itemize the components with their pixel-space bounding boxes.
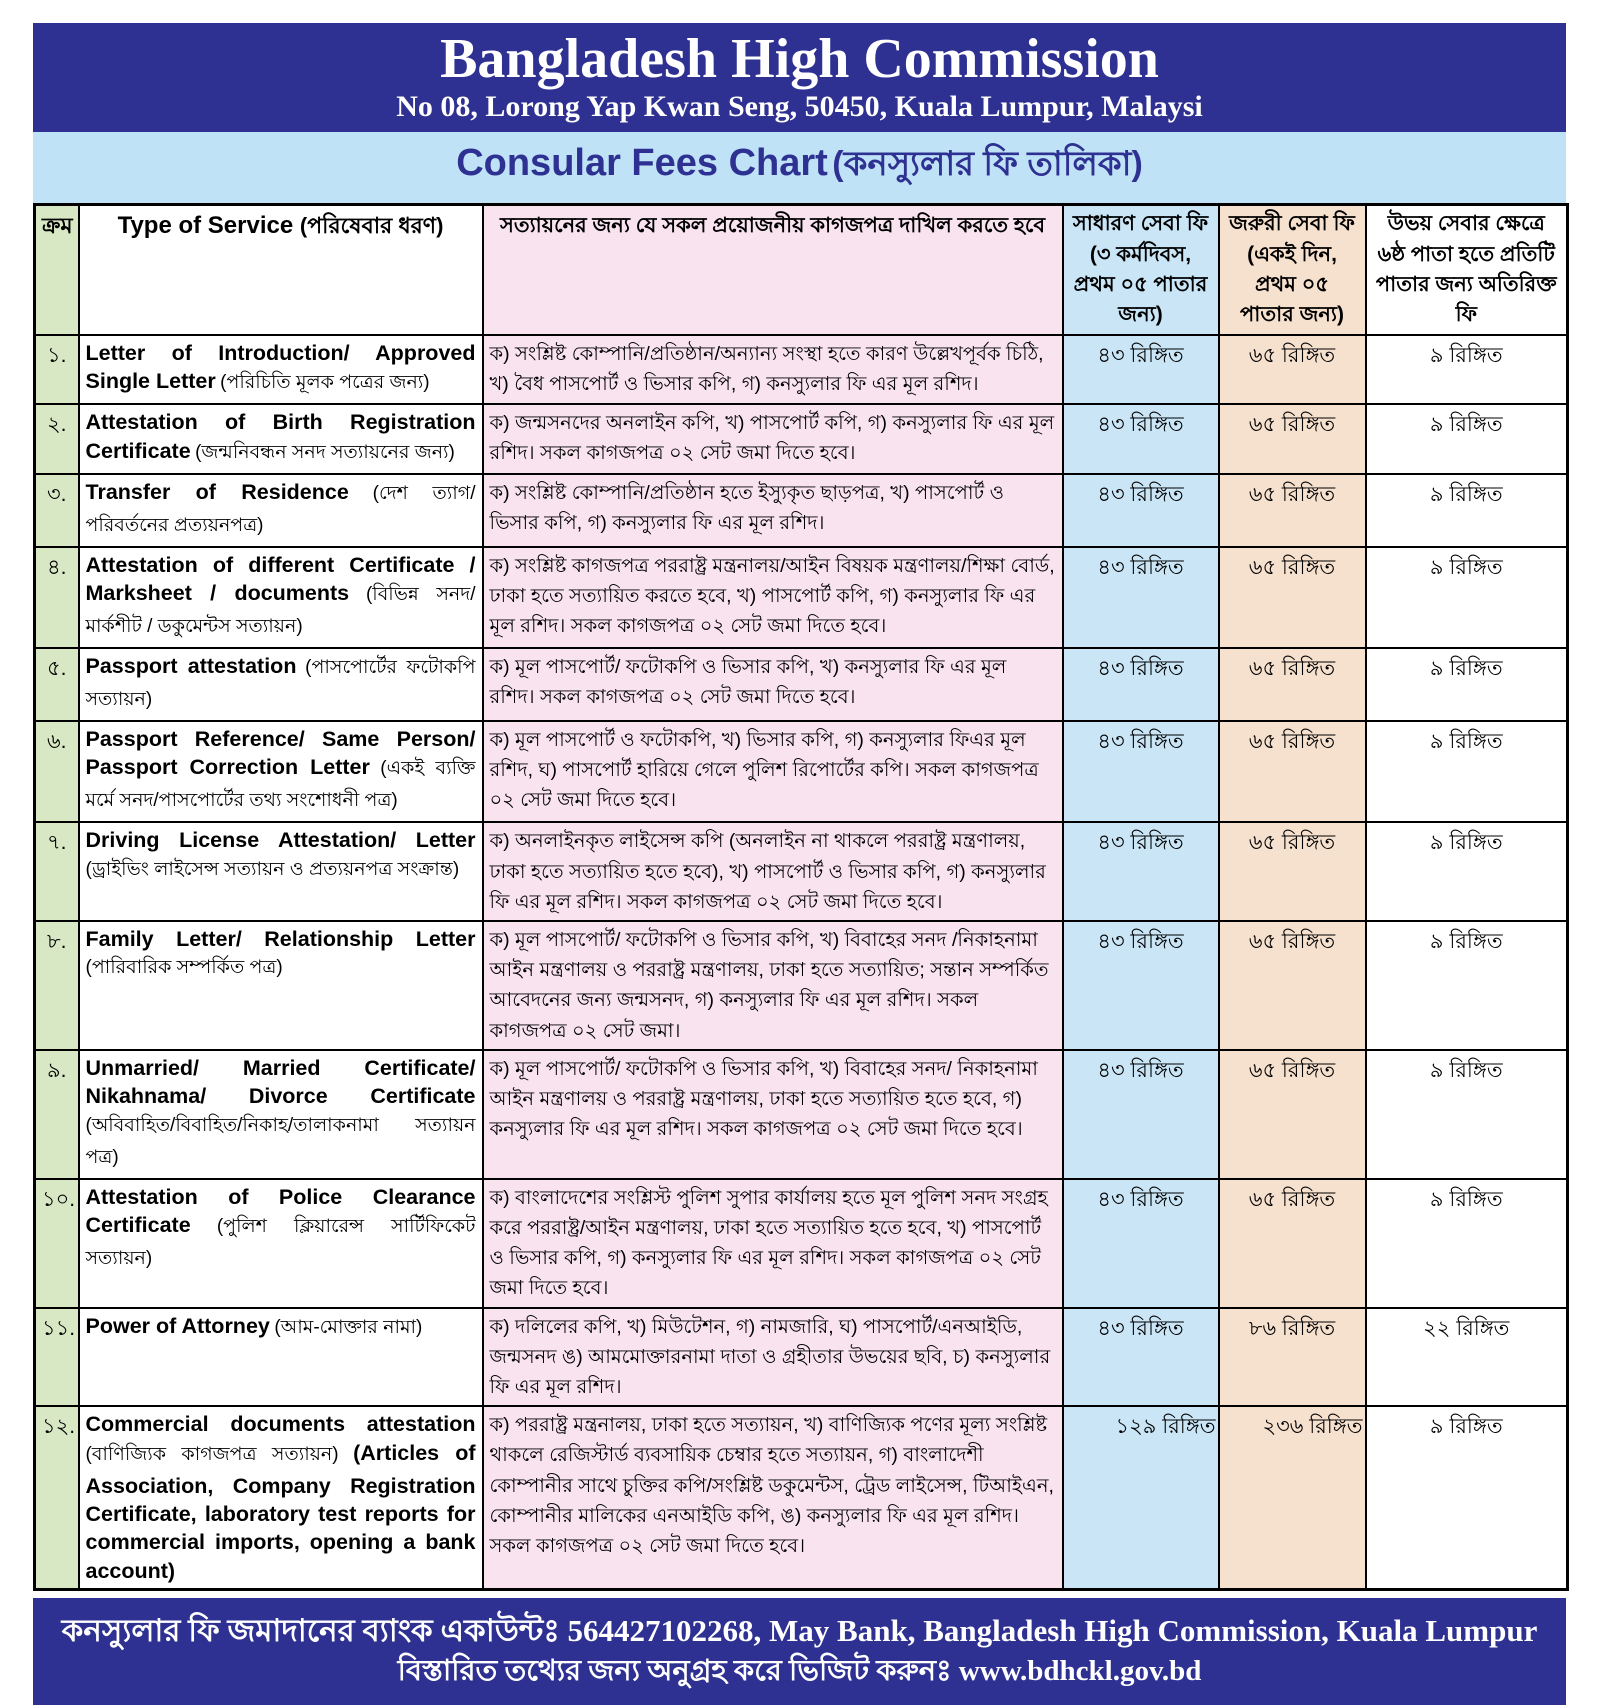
normal-fee-cell: ৪৩ রিঙ্গিত [1063, 547, 1219, 648]
col-header-normal-fee: সাধারণ সেবা ফি (৩ কর্মদিবস, প্রথম ০৫ পাতার জন্য) [1063, 205, 1219, 335]
documents-cell: ক) সংশ্লিষ্ট কোম্পানি/প্রতিষ্ঠান হতে ইস্যুকৃত ছাড়পত্র, খ) পাসপোর্ট ও ভিসার কপি, গ) কনস্যুলার ফি এর মূল রশিদ। [483, 474, 1063, 547]
extra-fee-cell: ৯ রিঙ্গিত [1366, 474, 1568, 547]
extra-fee-cell: ৯ রিঙ্গিত [1366, 921, 1568, 1050]
bank-account-line: কনস্যুলার ফি জমাদানের ব্যাংক একাউন্টঃ 564427102268, May Bank, Bangladesh High Commission, Kuala Lumpur [61, 1613, 1538, 1649]
service-cell [79, 404, 483, 473]
documents-cell: ক) সংশ্লিষ্ট কোম্পানি/প্রতিষ্ঠান/অন্যান্য সংস্থা হতে কারণ উল্লেখপূর্বক চিঠি, খ) বৈধ পাসপোর্ট ও ভিসার কপি, গ) কনস্যুলার ফি এর মূল রশিদ। [483, 335, 1063, 404]
table-row [35, 1179, 1568, 1308]
urgent-fee-cell: ৬৫ রিঙ্গিত [1219, 822, 1366, 921]
extra-fee-cell: ৯ রিঙ্গিত [1366, 721, 1568, 822]
normal-fee-cell: ১২৯ রিঙ্গিত [1063, 1406, 1219, 1589]
serial-cell: ১১. [35, 1308, 79, 1407]
table-row [35, 921, 1568, 1050]
service-cell [79, 1179, 483, 1308]
footer-gap [0, 1591, 1600, 1598]
service-name-en: Commercial documents attestation [85, 1412, 476, 1437]
service-cell [79, 547, 483, 648]
serial-cell: ১২. [35, 1406, 79, 1589]
normal-fee-cell: ৪৩ রিঙ্গিত [1063, 404, 1219, 473]
table-row [35, 474, 1568, 547]
commission-title: Bangladesh High Commission [440, 28, 1159, 90]
extra-fee-cell: ৯ রিঙ্গিত [1366, 1050, 1568, 1179]
service-name-en: Attestation of different Certificate / Marksheet / documents [85, 552, 476, 605]
extra-fee-cell: ৯ রিঙ্গিত [1366, 1179, 1568, 1308]
service-name-en: Passport Reference/ Same Person/ Passport Correction Letter [85, 726, 476, 780]
service-cell [79, 921, 483, 1050]
service-name-en: Transfer of Residence [85, 479, 349, 504]
urgent-fee-cell: ৬৫ রিঙ্গিত [1219, 721, 1366, 822]
serial-cell: ৭. [35, 822, 79, 921]
service-name-bn: (পুলিশ ক্লিয়ারেন্স সার্টিফিকেট সত্যায়ন) [85, 1216, 476, 1269]
service-cell [79, 335, 483, 404]
service-name-en: Unmarried/ Married Certificate/ Nikahnama/ Divorce Certificate [85, 1055, 476, 1109]
commission-address: No 08, Lorong Yap Kwan Seng, 50450, Kuala Lumpur, Malaysi [396, 89, 1203, 123]
chart-title-english: Consular Fees Chart [456, 142, 828, 185]
service-name-bn: (অবিবাহিত/বিবাহিত/নিকাহ/তালাকনামা সত্যায়ন পত্র) [85, 1114, 476, 1168]
serial-cell: ৯. [35, 1050, 79, 1179]
col-header-service [79, 205, 483, 335]
urgent-fee-cell: ৬৫ রিঙ্গিত [1219, 474, 1366, 547]
service-name-bn: (জন্মনিবন্ধন সনদ সত্যায়নের জন্য) [195, 441, 455, 463]
documents-cell: ক) অনলাইনকৃত লাইসেন্স কপি (অনলাইন না থাকলে পররাষ্ট্র মন্ত্রণালয়, ঢাকা হতে সত্যায়িত হতে হবে), খ) পাসপোর্ট ও ভিসার কপি, গ) কনস্যুলার ফি এর মূল রশিদ। সকল কাগজপত্র ০২ সেট জমা দিতে হবে। [483, 822, 1063, 921]
urgent-fee-cell: ২৩৬ রিঙ্গিত [1219, 1406, 1366, 1589]
normal-fee-cell: ৪৩ রিঙ্গিত [1063, 822, 1219, 921]
extra-fee-cell: ৯ রিঙ্গিত [1366, 648, 1568, 721]
service-cell [79, 1308, 483, 1407]
col-header-serial: ক্রম [35, 205, 79, 335]
service-name-bn: (বিভিন্ন সনদ/মার্কশীট / ডকুমেন্টস সত্যায়ন) [85, 583, 476, 637]
service-name-extra: (Articles of Association, Company Registration Certificate, laboratory test reports for commercial imports, opening a bank account) [85, 1440, 476, 1583]
table-row [35, 721, 1568, 822]
documents-cell: ক) দলিলের কপি, খ) মিউটেশন, গ) নামজারি, ঘ) পাসপোর্ট/এনআইডি, জন্মসনদ ঙ) আমমোক্তারনামা দাতা ও গ্রহীতার উভয়ের ছবি, চ) কনস্যুলার ফি এর মূল রশিদ। [483, 1308, 1063, 1407]
table-header-row [35, 205, 1568, 335]
normal-fee-cell: ৪৩ রিঙ্গিত [1063, 721, 1219, 822]
serial-cell: ৫. [35, 648, 79, 721]
extra-fee-cell: ৯ রিঙ্গিত [1366, 547, 1568, 648]
table-row [35, 1308, 1568, 1407]
normal-fee-cell: ৪৩ রিঙ্গিত [1063, 648, 1219, 721]
chart-title-bar [33, 132, 1566, 203]
documents-cell: ক) মূল পাসপোর্ট ও ফটোকপি, খ) ভিসার কপি, গ) কনস্যুলার ফিএর মূল রশিদ, ঘ) পাসপোর্ট হারিয়ে গেলে পুলিশ রিপোর্টের কপি। সকল কাগজপত্র ০২ সেট জমা দিতে হবে। [483, 721, 1063, 822]
chart-title-bengali: (কনস্যুলার ফি তালিকা) [832, 145, 1143, 184]
extra-fee-cell: ৯ রিঙ্গিত [1366, 1406, 1568, 1589]
extra-fee-cell: ৯ রিঙ্গিত [1366, 335, 1568, 404]
service-cell [79, 822, 483, 921]
table-row [35, 1050, 1568, 1179]
extra-fee-cell: ২২ রিঙ্গিত [1366, 1308, 1568, 1407]
normal-fee-cell: ৪৩ রিঙ্গিত [1063, 474, 1219, 547]
page-header [33, 23, 1566, 132]
documents-cell: ক) মূল পাসপোর্ট/ ফটোকপি ও ভিসার কপি, খ) কনস্যুলার ফি এর মূল রশিদ। সকল কাগজপত্র ০২ সেট জমা দিতে হবে। [483, 648, 1063, 721]
service-cell [79, 1050, 483, 1179]
normal-fee-cell: ৪৩ রিঙ্গিত [1063, 921, 1219, 1050]
service-name-en: Attestation of Birth Registration Certificate [85, 410, 476, 463]
urgent-fee-cell: ৬৫ রিঙ্গিত [1219, 547, 1366, 648]
service-name-bn: (একই ব্যক্তি মর্মে সনদ/পাসপোর্টের তথ্য সংশোধনী পত্র) [85, 758, 476, 812]
urgent-fee-cell: ৬৫ রিঙ্গিত [1219, 404, 1366, 473]
normal-fee-cell: ৪৩ রিঙ্গিত [1063, 335, 1219, 404]
service-name-en: Letter of Introduction/ Approved Single Letter [85, 340, 476, 394]
col-header-documents: সত্যায়নের জন্য যে সকল প্রয়োজনীয় কাগজপত্র দাখিল করতে হবে [483, 205, 1063, 335]
service-name-en: Attestation of Police Clearance Certificate [85, 1184, 476, 1237]
service-name-en: Power of Attorney [85, 1313, 270, 1338]
service-name-bn: (বাণিজ্যিক কাগজপত্র সত্যায়ন) [85, 1443, 339, 1465]
service-name-bn: (পারিবারিক সম্পর্কিত পত্র) [85, 957, 283, 979]
urgent-fee-cell: ৬৫ রিঙ্গিত [1219, 921, 1366, 1050]
documents-cell: ক) জন্মসনদের অনলাইন কপি, খ) পাসপোর্ট কপি, গ) কনস্যুলার ফি এর মূল রশিদ। সকল কাগজপত্র ০২ সেট জমা দিতে হবে। [483, 404, 1063, 473]
service-name-bn: (ড্রাইভিং লাইসেন্স সত্যায়ন ও প্রত্যয়নপত্র সংক্রান্ত) [85, 858, 460, 880]
table-row [35, 335, 1568, 404]
service-name-bn: (আম-মোক্তার নামা) [274, 1316, 423, 1338]
serial-cell: ১. [35, 335, 79, 404]
documents-cell: ক) পররাষ্ট্র মন্ত্রনালয়, ঢাকা হতে সত্যায়ন, খ) বাণিজ্যিক পণের মূল্য সংশ্লিষ্ট থাকলে রেজিস্টার্ড ব্যবসায়িক চেম্বার হতে সত্যায়ন, গ) বাংলাদেশী কোম্পানীর সাথে চুক্তির কপি/সংশ্লিষ্ট ডকুমেন্টস, ট্রেড লাইসেন্স, টিআইএন, কোম্পানীর মালিকের এনআইডি কপি, ঙ) কনস্যুলার ফি এর মূল রশিদ। সকল কাগজপত্র ০২ সেট জমা দিতে হবে। [483, 1406, 1063, 1589]
urgent-fee-cell: ৬৫ রিঙ্গিত [1219, 335, 1366, 404]
consular-fees-table [33, 203, 1569, 1591]
service-name-bn: (দেশ ত্যাগ/পরিবর্তনের প্রত্যয়নপত্র) [85, 482, 476, 536]
normal-fee-cell: ৪৩ রিঙ্গিত [1063, 1179, 1219, 1308]
serial-cell: ১০. [35, 1179, 79, 1308]
service-name-bn: (পাসপোর্টের ফটোকপি সত্যায়ন) [85, 656, 476, 710]
service-cell [79, 1406, 483, 1589]
service-name-en: Driving License Attestation/ Letter [85, 828, 476, 853]
serial-cell: ৬. [35, 721, 79, 822]
table-row [35, 1406, 1568, 1589]
urgent-fee-cell: ৬৫ রিঙ্গিত [1219, 1050, 1366, 1179]
serial-cell: ২. [35, 404, 79, 473]
table-row [35, 648, 1568, 721]
service-name-en: Family Letter/ Relationship Letter [85, 927, 476, 951]
table-row [35, 822, 1568, 921]
service-cell [79, 474, 483, 547]
col-header-service-en: Type of Service [117, 212, 294, 240]
table-row [35, 547, 1568, 648]
documents-cell: ক) সংশ্লিষ্ট কাগজপত্র পররাষ্ট্র মন্ত্রনালয়/আইন বিষয়ক মন্ত্রণালয়/শিক্ষা বোর্ড, ঢাকা হতে সত্যায়িত করতে হবে, খ) পাসপোর্ট কপি, গ) কনস্যুলার ফি এর মূল রশিদ। সকল কাগজপত্র ০২ সেট জমা দিতে হবে। [483, 547, 1063, 648]
documents-cell: ক) মূল পাসপোর্ট/ ফটোকপি ও ভিসার কপি, খ) বিবাহের সনদ/ নিকাহনামা আইন মন্ত্রণালয় ও পররাষ্ট্র মন্ত্রণালয়, ঢাকা হতে সত্যায়িত হতে হবে, গ) কনস্যুলার ফি এর মূল রশিদ। সকল কাগজপত্র ০২ সেট জমা দিতে হবে। [483, 1050, 1063, 1179]
extra-fee-cell: ৯ রিঙ্গিত [1366, 822, 1568, 921]
page-footer [33, 1598, 1566, 1705]
col-header-service-bn: (পরিষেবার ধরণ) [299, 213, 444, 239]
urgent-fee-cell: ৬৫ রিঙ্গিত [1219, 1179, 1366, 1308]
website-line: বিস্তারিত তথ্যের জন্য অনুগ্রহ করে ভিজিট করুনঃ www.bdhckl.gov.bd [397, 1654, 1202, 1687]
extra-fee-cell: ৯ রিঙ্গিত [1366, 404, 1568, 473]
serial-cell: ৪. [35, 547, 79, 648]
col-header-extra-fee: উভয় সেবার ক্ষেত্রে ৬ষ্ঠ পাতা হতে প্রতিটি পাতার জন্য অতিরিক্ত ফি [1366, 205, 1568, 335]
service-cell [79, 721, 483, 822]
col-header-urgent-fee: জরুরী সেবা ফি (একই দিন, প্রথম ০৫ পাতার জন্য) [1219, 205, 1366, 335]
service-cell [79, 648, 483, 721]
documents-cell: ক) বাংলাদেশের সংশ্লিস্ট পুলিশ সুপার কার্যালয় হতে মূল পুলিশ সনদ সংগ্রহ করে পররাষ্ট্র/আইন মন্ত্রণালয়, ঢাকা হতে সত্যায়িত হতে হবে, খ) পাসপোর্ট ও ভিসার কপি, গ) কনস্যুলার ফি এর মূল রশিদ। সকল কাগজপত্র ০২ সেট জমা দিতে হবে। [483, 1179, 1063, 1308]
urgent-fee-cell: ৮৬ রিঙ্গিত [1219, 1308, 1366, 1407]
table-row [35, 404, 1568, 473]
serial-cell: ৩. [35, 474, 79, 547]
urgent-fee-cell: ৬৫ রিঙ্গিত [1219, 648, 1366, 721]
service-name-en: Passport attestation [85, 653, 297, 678]
service-name-bn: (পরিচিতি মূলক পত্রের জন্য) [220, 372, 430, 394]
normal-fee-cell: ৪৩ রিঙ্গিত [1063, 1050, 1219, 1179]
normal-fee-cell: ৪৩ রিঙ্গিত [1063, 1308, 1219, 1407]
documents-cell: ক) মূল পাসপোর্ট/ ফটোকপি ও ভিসার কপি, খ) বিবাহের সনদ /নিকাহনামা আইন মন্ত্রণালয় ও পররাষ্ট্র মন্ত্রণালয়, ঢাকা হতে সত্যায়িত; সন্তান সম্পর্কিত আবেদনের জন্য জন্মসনদ, গ) কনস্যুলার ফি এর মূল রশিদ। সকল কাগজপত্র ০২ সেট জমা। [483, 921, 1063, 1050]
serial-cell: ৮. [35, 921, 79, 1050]
